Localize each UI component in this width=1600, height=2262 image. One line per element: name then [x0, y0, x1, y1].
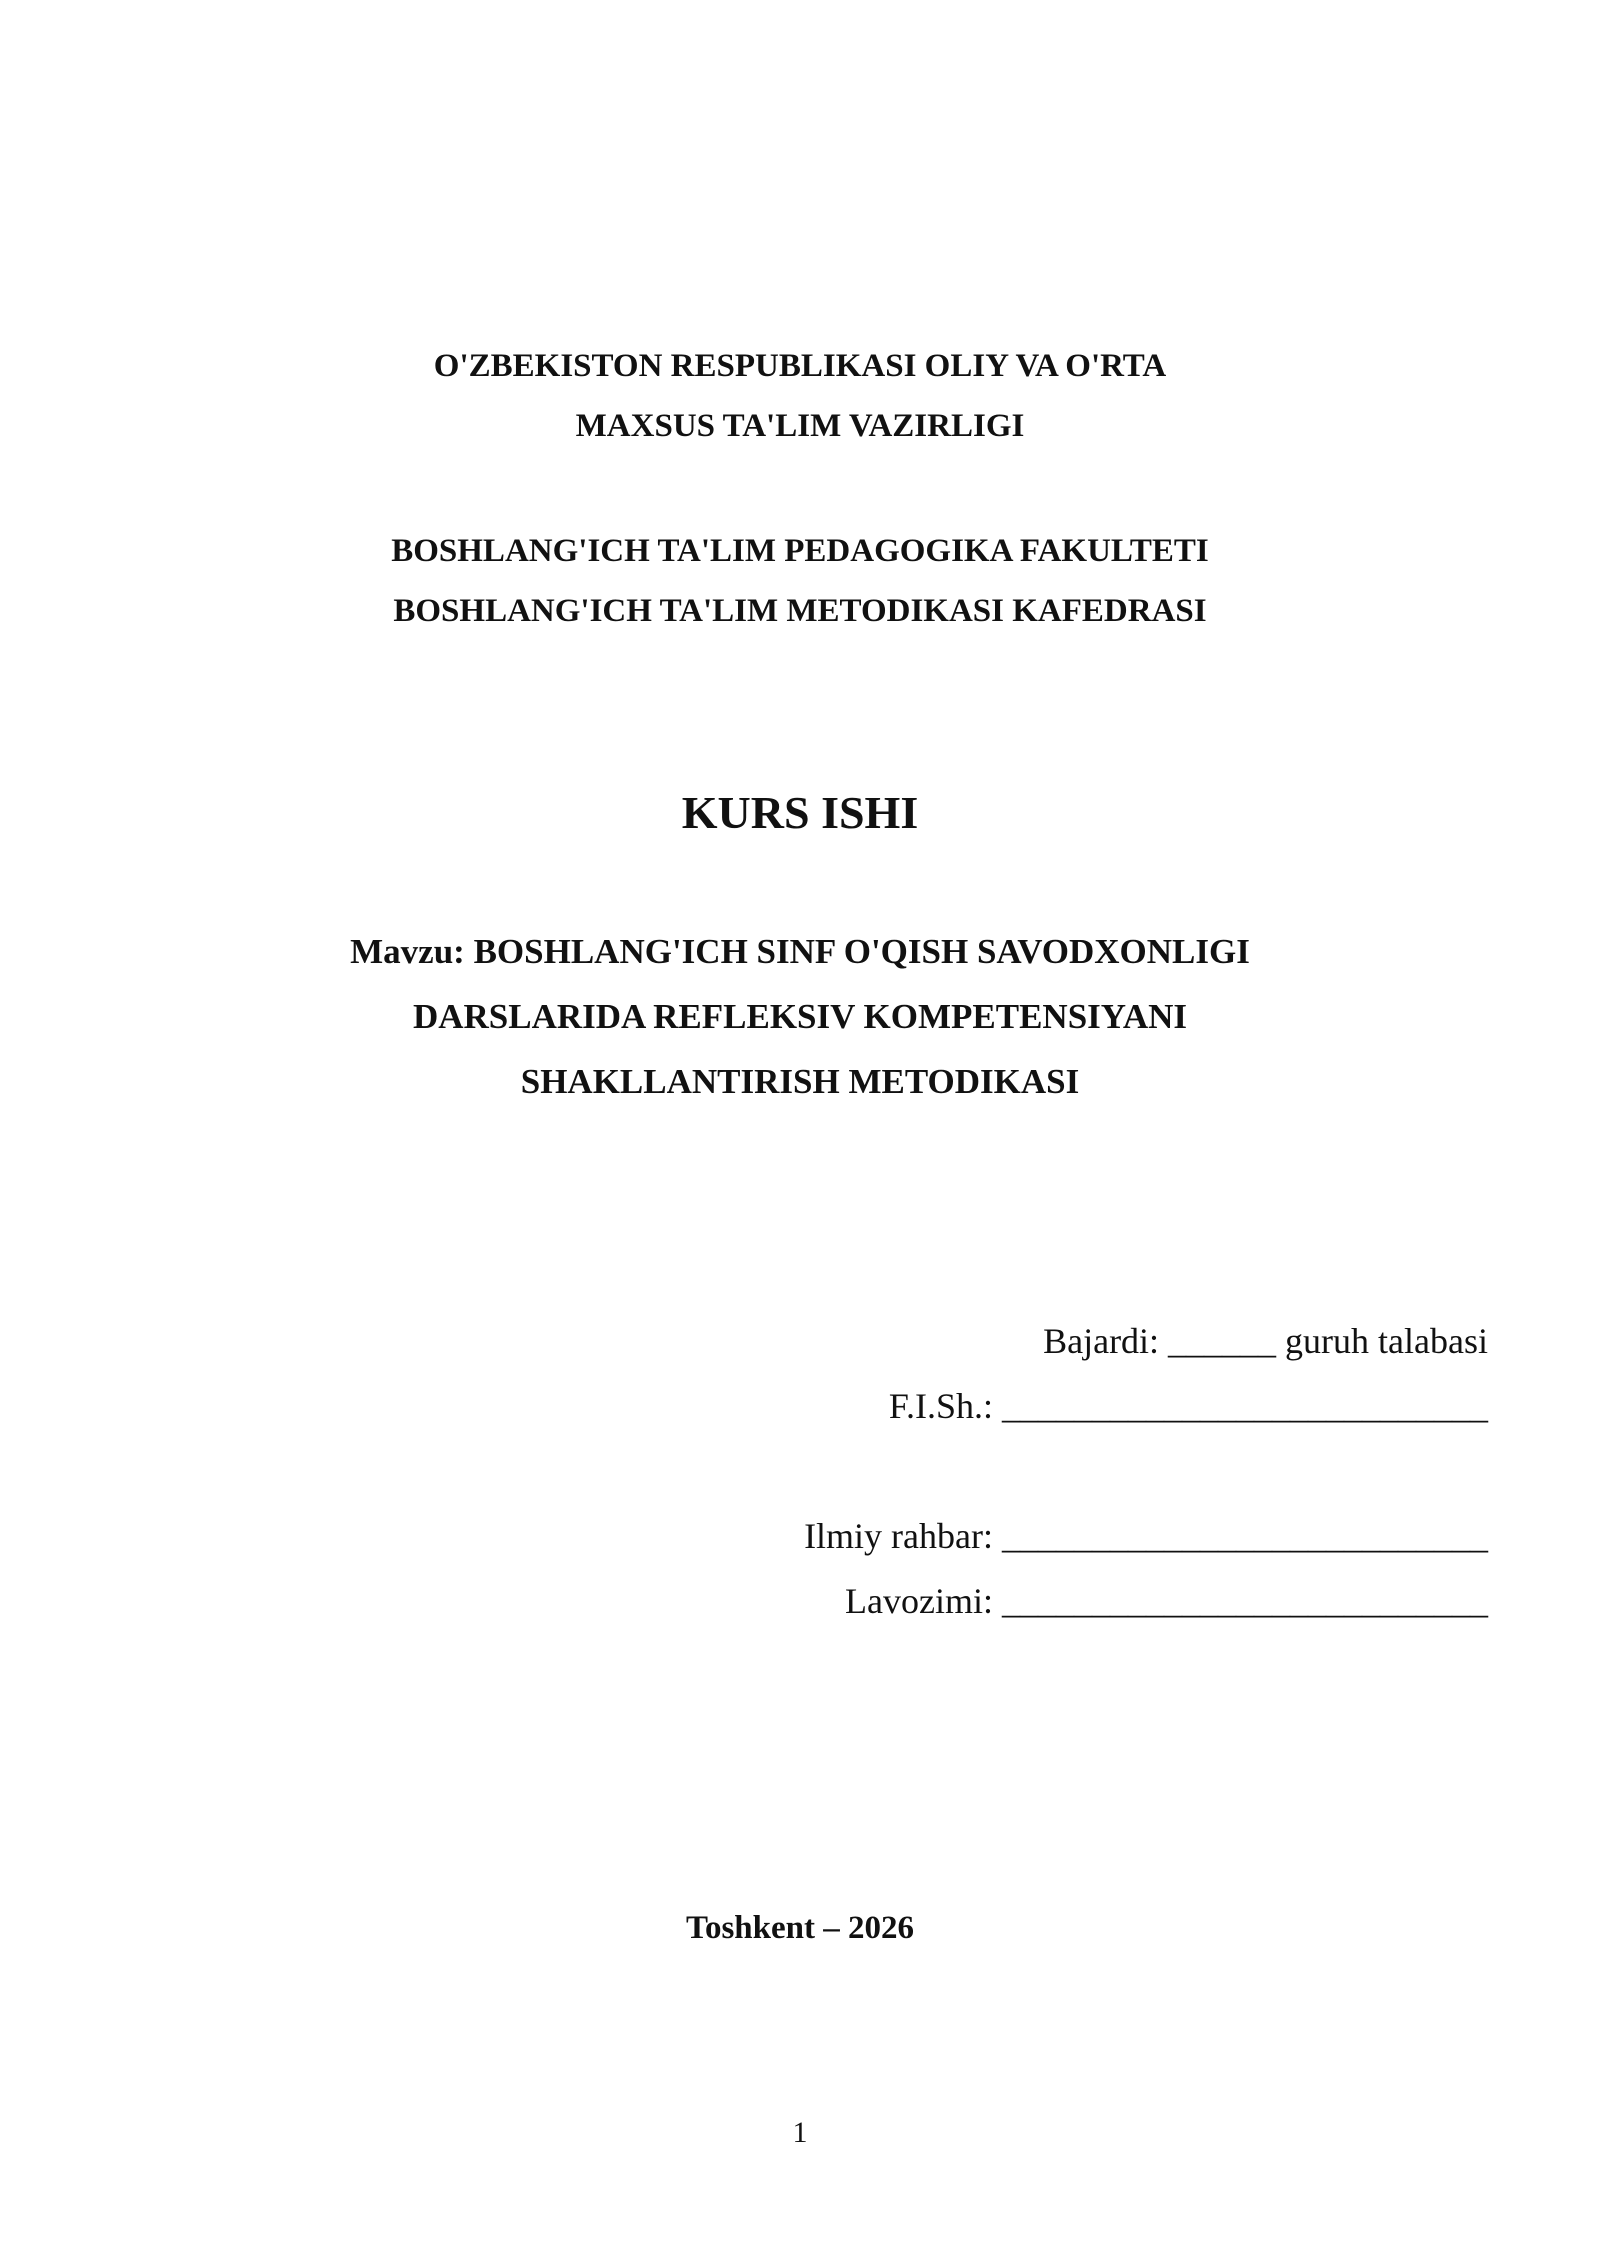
position-line: Lavozimi: ___________________________: [845, 1581, 1488, 1621]
faculty-name: BOSHLANG'ICH TA'LIM PEDAGOGIKA FAKULTETI: [391, 533, 1209, 569]
ministry-line-1: O'ZBEKISTON RESPUBLIKASI OLIY VA O'RTA: [433, 348, 1167, 384]
place-year: Toshkent – 2026: [685, 1910, 915, 1946]
page-number: 1: [792, 2116, 808, 2149]
department-name: BOSHLANG'ICH TA'LIM METODIKASI KAFEDRASI: [393, 593, 1207, 629]
topic-line-1: Mavzu: BOSHLANG'ICH SINF O'QISH SAVODXONLIGI: [350, 932, 1250, 971]
ministry-line-2: MAXSUS TA'LIM VAZIRLIGI: [575, 408, 1025, 444]
topic-line-3: SHAKLLANTIRISH METODIKASI: [520, 1062, 1080, 1101]
topic-line-2: DARSLARIDA REFLEKSIV KOMPETENSIYANI: [412, 997, 1188, 1036]
document-title: KURS ISHI: [681, 787, 919, 838]
full-name-line: F.I.Sh.: ___________________________: [888, 1386, 1488, 1426]
performer-line: Bajardi: ______ guruh talabasi: [1043, 1321, 1488, 1361]
supervisor-line: Ilmiy rahbar: ___________________________: [804, 1516, 1488, 1556]
